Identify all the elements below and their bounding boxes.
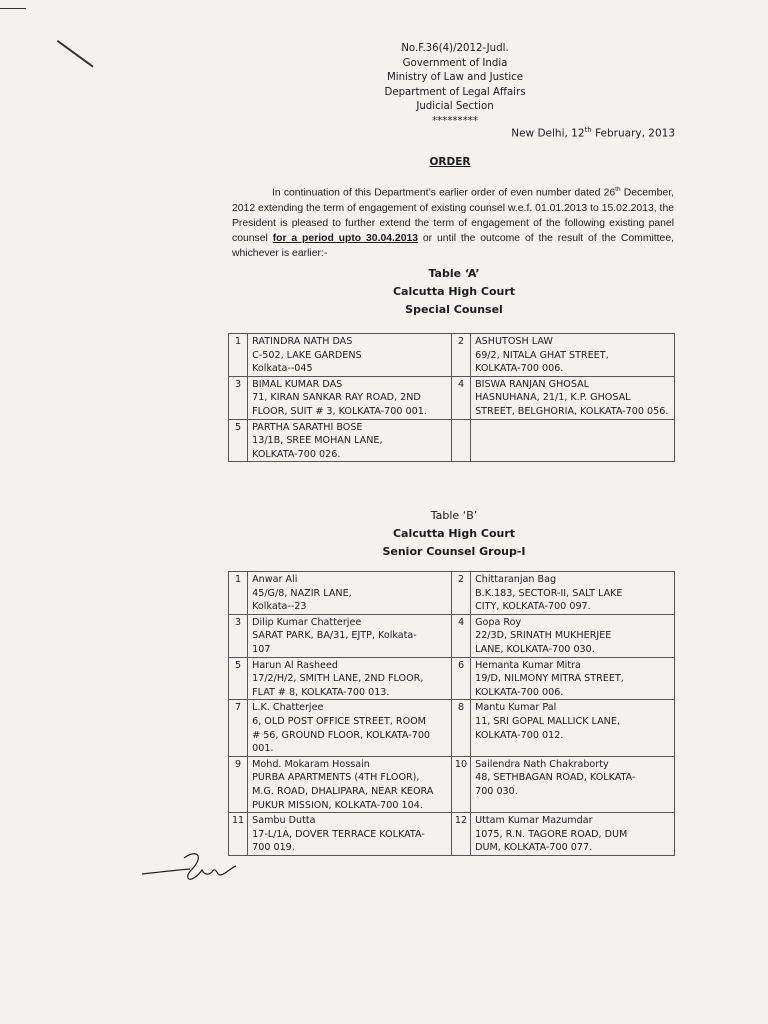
ministry-line: Ministry of Law and Justice xyxy=(386,72,524,83)
pen-stroke-mark xyxy=(57,40,94,67)
serial-number: 2 xyxy=(451,572,470,615)
table-b-category: Senior Counsel Group-I xyxy=(382,545,526,558)
table-b-court: Calcutta High Court xyxy=(392,527,516,540)
counsel-address-line: KOLKATA-700 026. xyxy=(252,448,341,460)
counsel-name: Uttam Kumar Mazumdar xyxy=(475,815,593,827)
table-b xyxy=(228,571,675,856)
counsel-name: Dilip Kumar Chatterjee xyxy=(252,616,362,628)
extension-period: for a period upto 30.04.2013 xyxy=(272,233,419,245)
counsel-entry xyxy=(248,756,452,812)
counsel-address-line: Kolkata--23 xyxy=(252,601,307,613)
counsel-address-line: PURBA APARTMENTS (4TH FLOOR), xyxy=(252,772,420,784)
counsel-name: ASHUTOSH LAW xyxy=(475,336,553,347)
serial-number: 10 xyxy=(451,756,470,812)
counsel-address-line: 107 xyxy=(252,643,271,655)
order-title: ORDER xyxy=(429,156,471,168)
serial-number: 4 xyxy=(451,376,470,419)
counsel-name: Sambu Dutta xyxy=(252,815,316,827)
letterhead xyxy=(330,42,580,129)
table-a-court: Calcutta High Court xyxy=(392,285,516,298)
section-line: Judicial Section xyxy=(416,101,494,112)
serial-number: 6 xyxy=(451,657,470,700)
counsel-name: Hemanta Kumar Mitra xyxy=(475,659,581,671)
counsel-name: Gopa Roy xyxy=(475,616,522,628)
counsel-address-line: 700 019. xyxy=(252,842,295,854)
counsel-address-line: HASNUHANA, 21/1, K.P. GHOSAL xyxy=(475,392,631,404)
counsel-address-line: DUM, KOLKATA-700 077. xyxy=(475,842,593,854)
counsel-address-line: KOLKATA-700 006. xyxy=(475,363,564,375)
serial-number: 5 xyxy=(229,657,248,700)
serial-number: 3 xyxy=(229,376,248,419)
counsel-entry xyxy=(471,376,675,419)
serial-number: 7 xyxy=(229,700,248,756)
counsel-entry xyxy=(248,700,452,756)
table-b-caption xyxy=(334,507,574,561)
counsel-entry xyxy=(248,813,452,856)
counsel-address-line: KOLKATA-700 006. xyxy=(475,686,564,698)
table-row xyxy=(229,614,675,657)
table-a-category: Special Counsel xyxy=(405,303,503,316)
counsel-address-line: 6, OLD POST OFFICE STREET, ROOM xyxy=(252,715,426,727)
serial-number: 1 xyxy=(229,572,248,615)
counsel-address-line: M.G. ROAD, DHALIPARA, NEAR KEORA PUKUR MISSION, KOLKATA-700 104. xyxy=(252,785,434,811)
handwritten-signature xyxy=(140,838,240,884)
counsel-address-line: C-502, LAKE GARDENS xyxy=(252,349,362,361)
table-row xyxy=(229,813,675,856)
counsel-entry xyxy=(248,334,452,377)
counsel-name: Anwar Ali xyxy=(252,574,298,585)
counsel-address-line: FLAT # 8, KOLKATA-700 013. xyxy=(252,686,390,698)
serial-number: 5 xyxy=(229,419,248,462)
table-a xyxy=(228,333,675,462)
counsel-address-line: 19/D, NILMONY MITRA STREET, xyxy=(475,673,624,685)
counsel-name: BIMAL KUMAR DAS xyxy=(252,378,343,390)
counsel-name: Harun Al Rasheed xyxy=(252,659,338,671)
counsel-address-line: Kolkata--045 xyxy=(252,363,313,375)
serial-number xyxy=(451,419,470,462)
counsel-name: RATINDRA NATH DAS xyxy=(252,336,353,347)
counsel-entry xyxy=(471,572,675,615)
serial-number: 11 xyxy=(229,813,248,856)
counsel-address-line: 1075, R.N. TAGORE ROAD, DUM xyxy=(475,828,628,840)
counsel-address-line: 17/2/H/2, SMITH LANE, 2ND FLOOR, xyxy=(252,673,424,685)
table-row xyxy=(229,657,675,700)
counsel-address-line: KOLKATA-700 012. xyxy=(475,729,564,741)
counsel-name: Chittaranjan Bag xyxy=(475,574,557,585)
counsel-address-line: 700 030. xyxy=(475,785,518,797)
serial-number: 8 xyxy=(451,700,470,756)
separator-stars: ********* xyxy=(432,115,478,127)
government-line: Government of India xyxy=(402,57,508,69)
counsel-name: PARTHA SARATHI BOSE xyxy=(252,421,363,433)
counsel-entry xyxy=(248,376,452,419)
counsel-entry xyxy=(471,756,675,812)
serial-number: 3 xyxy=(229,614,248,657)
department-line: Department of Legal Affairs xyxy=(384,86,526,98)
table-b-title: Table ‘B’ xyxy=(430,509,478,522)
table-a-title: Table ‘A’ xyxy=(428,267,480,280)
counsel-entry xyxy=(248,614,452,657)
counsel-address-line: 11, SRI GOPAL MALLICK LANE, xyxy=(475,715,620,727)
table-a-caption xyxy=(334,265,574,319)
serial-number: 12 xyxy=(451,813,470,856)
serial-number: 9 xyxy=(229,756,248,812)
table-row xyxy=(229,419,675,462)
counsel-address-line: FLOOR, SUIT # 3, KOLKATA-700 001. xyxy=(252,405,427,417)
counsel-address-line: SARAT PARK, BA/31, EJTP, Kolkata- xyxy=(252,630,417,642)
counsel-address-line: 71, KIRAN SANKAR RAY ROAD, 2ND xyxy=(252,392,421,404)
order-paragraph: In continuation of this Department’s earlier order of even number dated 26th December, 2012 extending the term of engagement of existing counsel w.e.f. 01.01.2013 to 15.02.2013, the President is pleased to further extend the term of engagement of the following existing panel counsel for a period upto 30.04.2013 or until the outcome of the result of the Committee, whichever is earlier:- xyxy=(232,186,675,260)
counsel-address-line: 17-L/1A, DOVER TERRACE KOLKATA- xyxy=(252,828,425,840)
counsel-entry xyxy=(471,657,675,700)
counsel-entry xyxy=(248,657,452,700)
counsel-address-line: 48, SETHBAGAN ROAD, KOLKATA- xyxy=(475,772,636,784)
counsel-entry xyxy=(471,700,675,756)
counsel-address-line: 45/G/8, NAZIR LANE, xyxy=(252,587,352,599)
order-date: New Delhi, 12th February, 2013 xyxy=(511,126,675,140)
counsel-entry xyxy=(471,813,675,856)
counsel-name: Mantu Kumar Pal xyxy=(475,702,557,714)
reference-number: No.F.36(4)/2012-Judl. xyxy=(401,43,509,54)
table-row xyxy=(229,376,675,419)
table-row xyxy=(229,572,675,615)
serial-number: 2 xyxy=(451,334,470,377)
counsel-address-line: STREET, BELGHORIA, KOLKATA-700 056. xyxy=(475,405,669,417)
counsel-name: Sailendra Nath Chakraborty xyxy=(475,758,609,770)
counsel-address-line: 13/1B, SREE MOHAN LANE, xyxy=(252,435,383,447)
corner-line-mark xyxy=(0,8,26,9)
counsel-entry xyxy=(471,614,675,657)
counsel-name: L.K. Chatterjee xyxy=(252,702,324,714)
counsel-address-line: LANE, KOLKATA-700 030. xyxy=(475,643,595,655)
counsel-address-line: CITY, KOLKATA-700 097. xyxy=(475,601,591,613)
serial-number: 1 xyxy=(229,334,248,377)
table-row xyxy=(229,334,675,377)
serial-number: 4 xyxy=(451,614,470,657)
counsel-entry xyxy=(471,419,675,462)
counsel-address-line: # 56, GROUND FLOOR, KOLKATA-700 001. xyxy=(252,729,431,755)
counsel-address-line: B.K.183, SECTOR-II, SALT LAKE xyxy=(475,587,623,599)
counsel-entry xyxy=(248,572,452,615)
counsel-address-line: 69/2, NITALA GHAT STREET, xyxy=(475,349,609,361)
counsel-name: Mohd. Mokaram Hossain xyxy=(252,758,370,770)
counsel-entry xyxy=(471,334,675,377)
table-row xyxy=(229,756,675,812)
counsel-name: BISWA RANJAN GHOSAL xyxy=(475,378,590,390)
counsel-entry xyxy=(248,419,452,462)
counsel-address-line: 22/3D, SRINATH MUKHERJEE xyxy=(475,630,612,642)
table-row xyxy=(229,700,675,756)
